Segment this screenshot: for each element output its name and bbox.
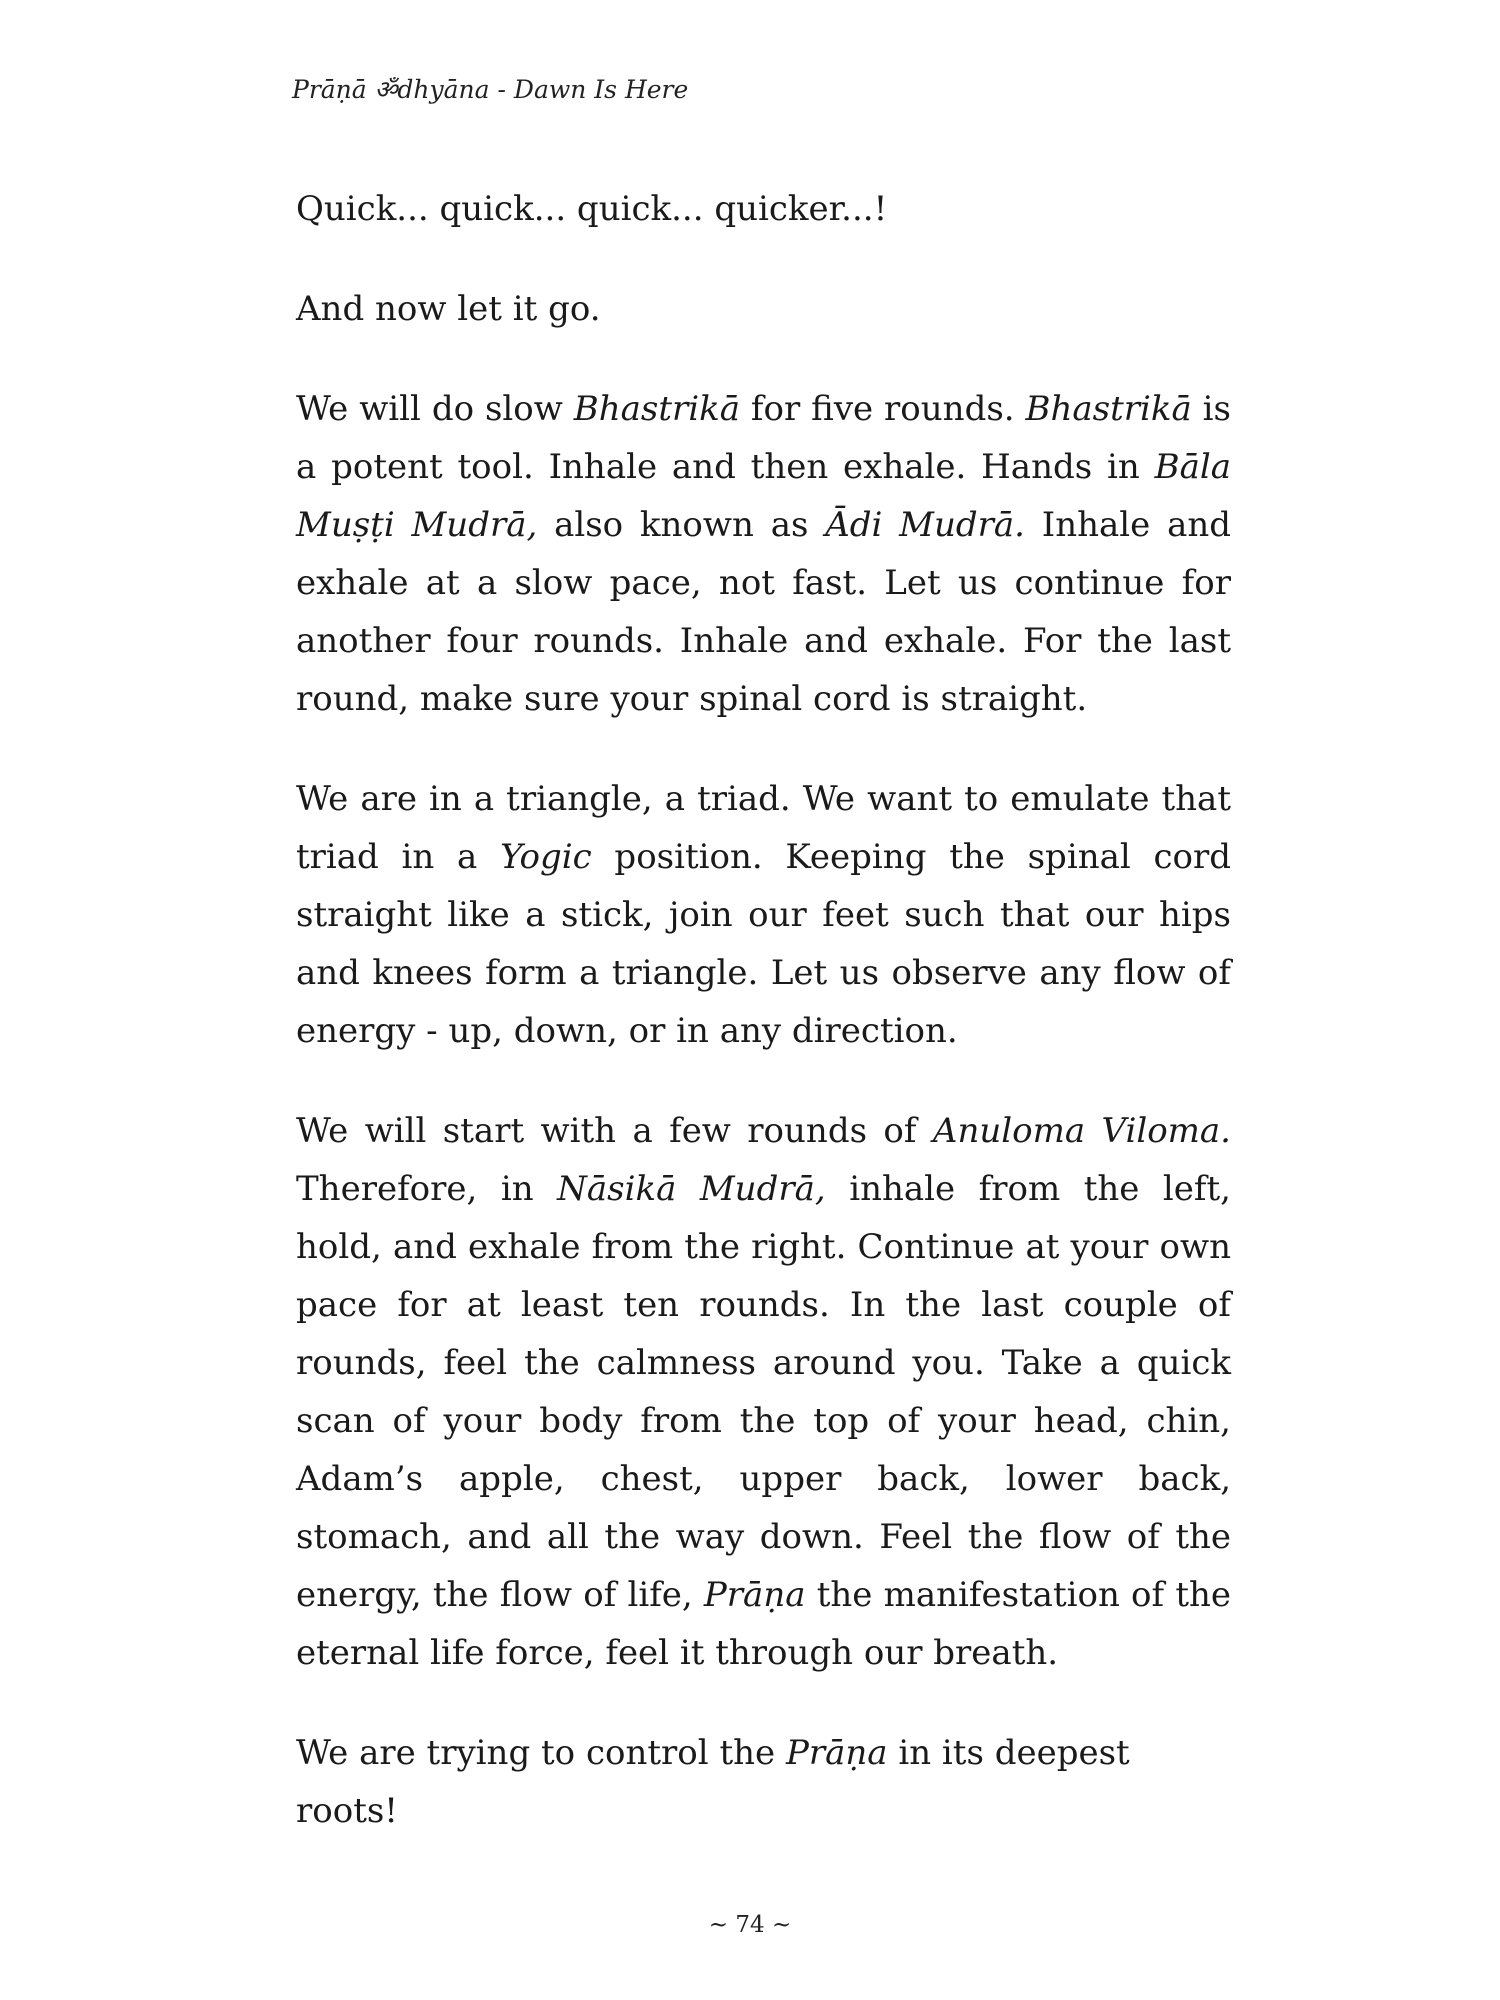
term-bala-musti-mudra: Bāla Muṣṭi Mudrā, [296,447,1231,545]
term-anuloma-viloma: Anuloma Viloma. [932,1111,1231,1151]
paragraph-4 [296,770,1231,1060]
text-run: Inhale and exhale at a slow pace, not fast. Let us continue for another four rounds. Inhale and exhale. For the last round, make sure your spinal cord is straight. [296,505,1231,719]
term-prana: Prāṇa [703,1575,806,1615]
paragraph-2: And now let it go. [296,289,601,329]
term-adi-mudra: Ādi Mudrā. [825,505,1025,545]
text-run: We are trying to control the [296,1733,786,1773]
text-run: position. Keeping the spinal cord straight like a stick, join our feet such that our hips and knees form a triangle. Let us observe any flow of energy - up, down, or in any direction. [296,837,1231,1051]
text-run: for five rounds. [740,389,1026,429]
body-text [296,180,1231,1882]
text-run: the manifestation of the eternal life force, feel it through our breath. [296,1575,1231,1673]
page-number: ~ 74 ~ [708,1912,792,1938]
text-run: also known as [537,505,826,545]
running-head: Prāṇā ॐdhyāna - Dawn Is Here [292,75,689,104]
text-run: Therefore, in [296,1169,558,1209]
term-bhastrika: Bhastrikā [573,389,741,429]
term-bhastrika: Bhastrikā [1025,389,1192,429]
term-nasika-mudra: Nāsikā Mudrā, [557,1169,826,1209]
term-yogic: Yogic [500,837,592,877]
paragraph-1: Quick... quick... quick... quicker...! [296,189,888,229]
text-run: inhale from the left, hold, and exhale from the right. Continue at your own pace for at least ten rounds. In the last couple of rounds, feel the calmness around you. Take a quick scan of your body from the top of your head, chin, Adam’s apple, chest, upper back, lower back, stomach, and all the way down. Feel the flow of the energy, the flow of life, [296,1169,1231,1615]
paragraph-6 [296,1724,1231,1840]
text-run: We are in a triangle, a triad. We want to emulate that triad in a [296,779,1231,877]
term-prana: Prāṇa [785,1733,888,1773]
paragraph-3 [296,380,1231,728]
text-run: is a potent tool. Inhale and then exhale. Hands in [296,389,1231,487]
text-run: We will do slow [296,389,574,429]
text-run: We will start with a few rounds of [296,1111,933,1151]
text-run: in its deepest roots! [296,1733,1130,1831]
paragraph-5 [296,1102,1231,1682]
